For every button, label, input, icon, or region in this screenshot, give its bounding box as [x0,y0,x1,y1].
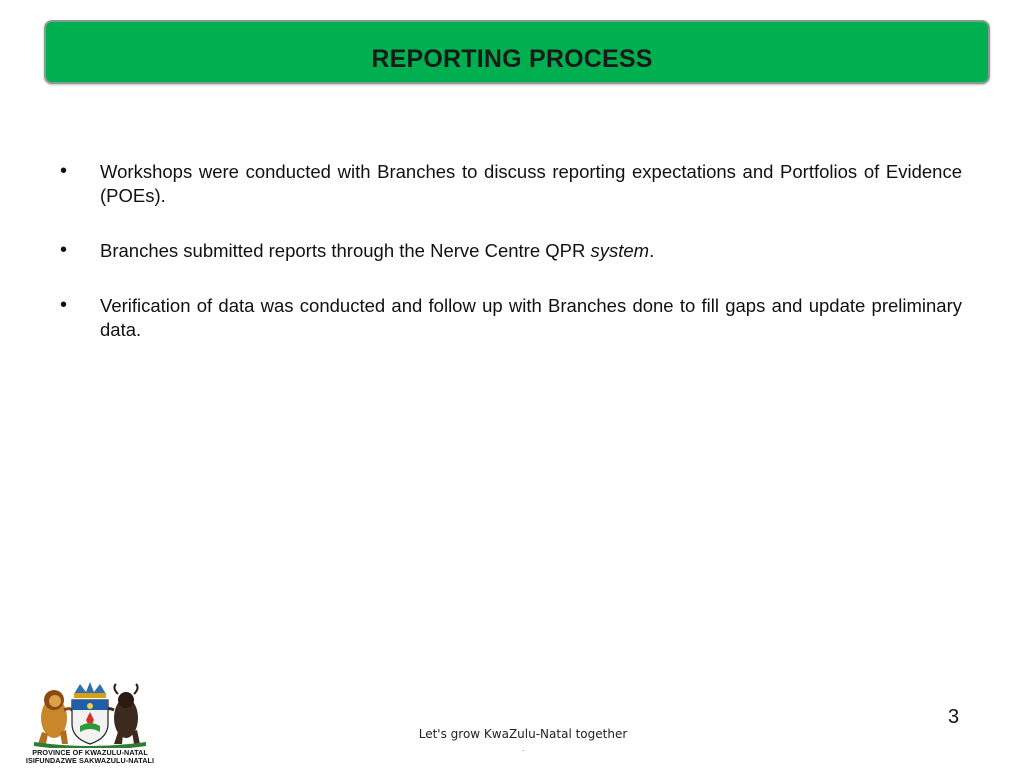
bullet-marker: • [60,294,68,316]
bullet-text-plain: Branches submitted reports through the Nerve Centre QPR [100,240,591,261]
bullet-text-italic: system [590,240,650,261]
page-number: 3 [948,706,960,728]
bullet-item-workshops [60,160,962,208]
bullet-text [100,240,654,261]
bullet-marker: • [60,160,68,182]
bullet-item-reports [60,239,962,263]
slide-title: REPORTING PROCESS [371,45,653,73]
bullet-list [60,160,962,373]
bullet-text-end: . [649,240,655,261]
bullet-text: Verification of data was conducted and follow up with Branches done to fill gaps and update preliminary data. [100,295,962,340]
kzn-coat-of-arms-logo [8,680,172,764]
crown-icon [74,682,106,698]
footer-tagline: Let's grow KwaZulu-Natal together [418,727,628,741]
footer-dot: . [522,744,525,753]
logo-caption-line2: ISIFUNDAZWE SAKWAZULU-NATALI [25,756,155,765]
bullet-text: Workshops were conducted with Branches to discuss reporting expectations and Portfolios of Evidence (POEs). [100,161,962,206]
bullet-marker: • [60,239,68,261]
bullet-item-verification [60,294,962,342]
logo-caption-line1: PROVINCE OF KWAZULU-NATAL [32,748,148,757]
